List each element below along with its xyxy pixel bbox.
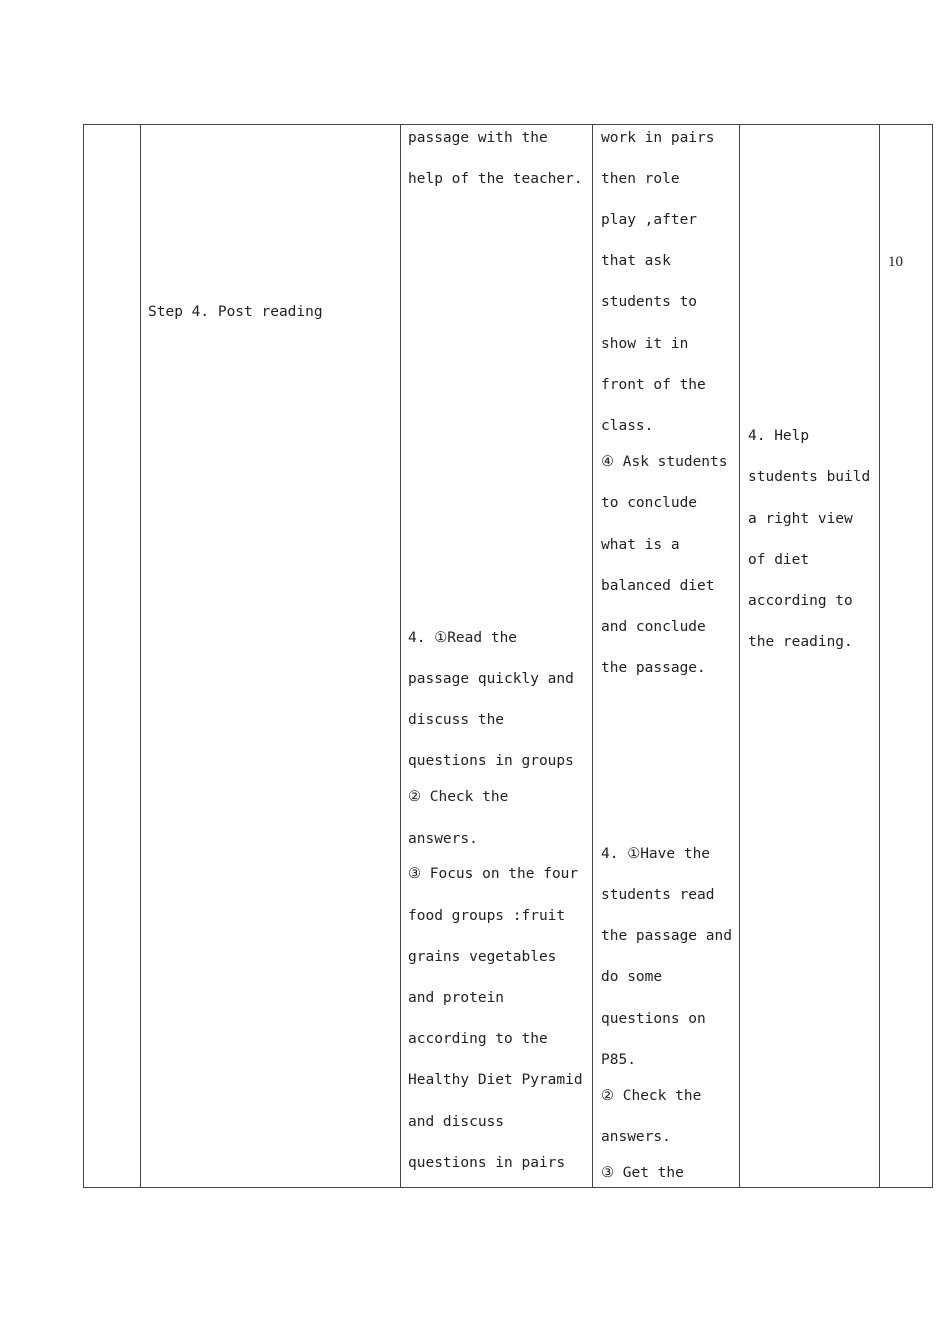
student-activity-line: play ,after [601,212,698,228]
student-activity-line: questions on [601,1011,706,1027]
teacher-activity-line: help of the teacher. [408,171,583,187]
student-activity-line: answers. [601,1129,671,1145]
column-divider [879,125,880,1187]
student-activity-line: 4. ①Have the [601,846,711,862]
student-activity-line: class. [601,418,654,434]
student-activity-line: ③ Get the [601,1165,684,1181]
step-title: Step 4. Post reading [148,304,323,320]
student-activity-line: that ask [601,253,671,269]
teacher-activity-line: ③ Focus on the four [408,866,579,882]
teacher-activity-line: and protein [408,990,505,1006]
teacher-activity-line: passage quickly and [408,671,574,687]
teacher-activity-line: 4. ①Read the [408,630,518,646]
purpose-line: students build [748,469,871,485]
student-activity-line: work in pairs [601,130,715,146]
teacher-activity-line: Healthy Diet Pyramid [408,1072,583,1088]
student-activity-line: show it in [601,336,689,352]
column-divider [140,125,141,1187]
student-activity-line: do some [601,969,663,985]
student-activity-line: balanced diet [601,578,715,594]
student-activity-line: students to [601,294,698,310]
teacher-activity-line: passage with the [408,130,548,146]
column-divider [739,125,740,1187]
purpose-line: according to [748,593,853,609]
teacher-activity-line: answers. [408,831,478,847]
teacher-activity-line: questions in pairs [408,1155,566,1171]
column-divider [592,125,593,1187]
teacher-activity-line: food groups :fruit [408,908,566,924]
student-activity-line: the passage and [601,928,732,944]
purpose-line: 4. Help [748,428,810,444]
teacher-activity-line: ② Check the [408,789,509,805]
purpose-line: the reading. [748,634,853,650]
column-divider [400,125,401,1187]
teacher-activity-line: grains vegetables [408,949,557,965]
student-activity-line: ② Check the [601,1088,702,1104]
student-activity-line: the passage. [601,660,706,676]
student-activity-line: then role [601,171,680,187]
student-activity-line: students read [601,887,715,903]
student-activity-line: ④ Ask students [601,454,728,470]
lesson-plan-table [83,124,933,1188]
student-activity-line: to conclude [601,495,698,511]
teacher-activity-line: questions in groups [408,753,574,769]
purpose-line: of diet [748,552,810,568]
student-activity-line: front of the [601,377,706,393]
student-activity-line: P85. [601,1052,636,1068]
teacher-activity-line: discuss the [408,712,505,728]
student-activity-line: and conclude [601,619,706,635]
teacher-activity-line: according to the [408,1031,548,1047]
time-minutes: 10 [888,254,903,270]
teacher-activity-line: and discuss [408,1114,505,1130]
purpose-line: a right view [748,511,853,527]
student-activity-line: what is a [601,537,680,553]
